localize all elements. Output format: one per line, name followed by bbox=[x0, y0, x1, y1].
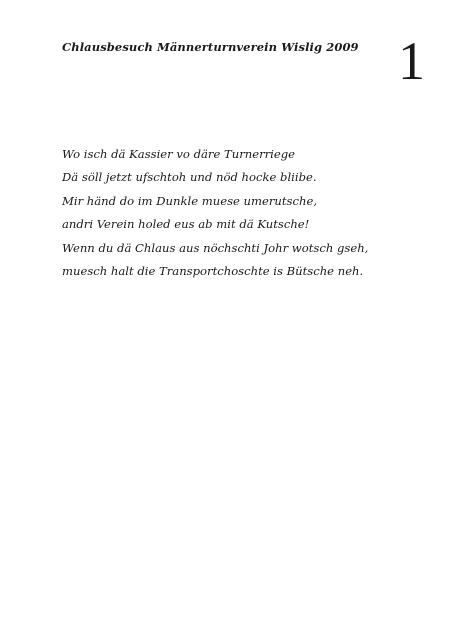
poem-line: Mir händ do im Dunkle muese umerutsche, bbox=[62, 193, 318, 208]
poem-stanza bbox=[62, 143, 368, 283]
poem-line: Dä söll jetzt ufschtoh und nöd hocke bliibe. bbox=[62, 170, 317, 185]
poem-line: muesch halt die Transportchoschte is Bütsche neh. bbox=[62, 264, 364, 279]
page-title: Chlausbesuch Männerturnverein Wislig 2009 bbox=[62, 40, 359, 54]
poem-line: andri Verein holed eus ab mit dä Kutsche! bbox=[62, 217, 310, 232]
poem-line: Wenn du dä Chlaus aus nöchschti Johr wotsch gseh, bbox=[62, 240, 369, 255]
poem-line: Wo isch dä Kassier vo däre Turnerriege bbox=[62, 147, 296, 161]
page-number: 1 bbox=[398, 31, 425, 91]
